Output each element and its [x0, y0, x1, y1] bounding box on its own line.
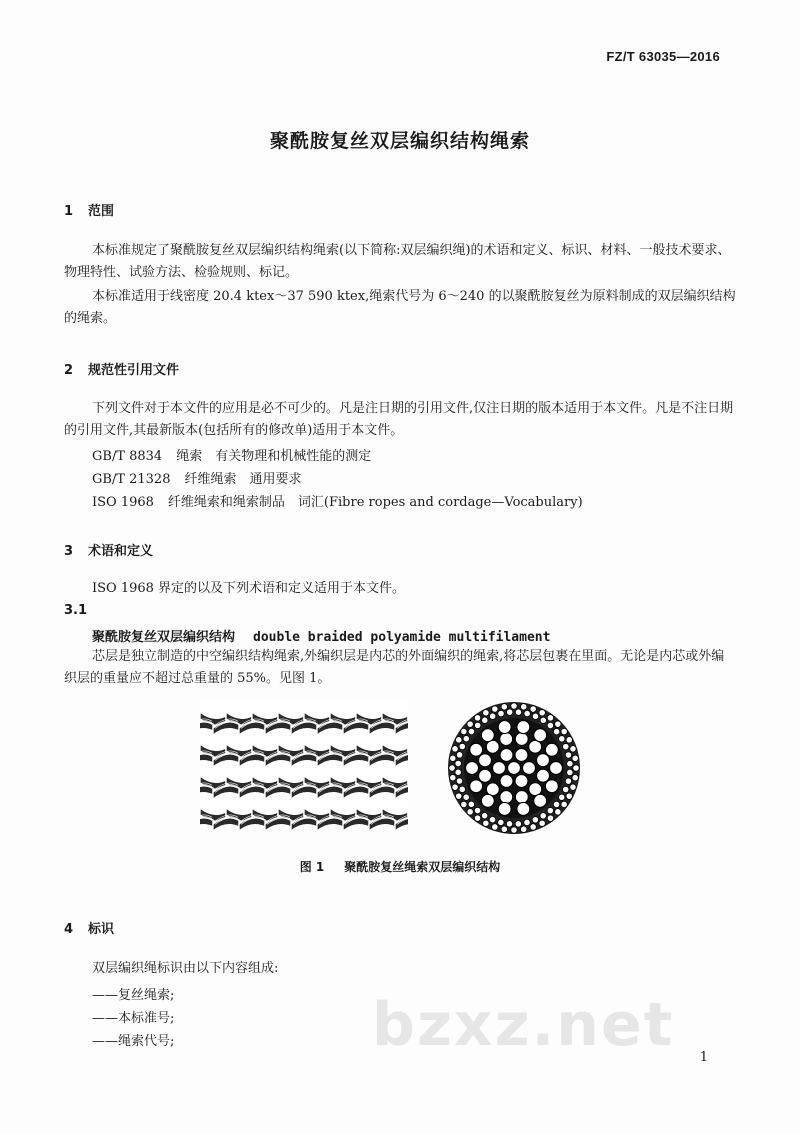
term-entry	[92, 626, 550, 645]
term-chinese: 聚酰胺复丝双层编织结构	[92, 630, 236, 645]
section-number: 1	[64, 204, 74, 219]
paragraph: 本标准适用于线密度 20.4 ktex～37 590 ktex,绳索代号为 6～240 的以聚酰胺复丝为原料制成的双层编织结构的绳索。	[64, 289, 736, 326]
section-title: 术语和定义	[88, 544, 154, 559]
term-definition: 芯层是独立制造的中空编织结构绳索,外编织层是内芯的外面编织的绳索,将芯层包裹在里面。无论是内芯或外编织层的重量应不超过总重量的 55%。见图 1。	[64, 649, 725, 686]
section-number: 2	[64, 363, 74, 378]
term-number: 3.1	[64, 603, 88, 618]
section-number: 3	[64, 544, 74, 559]
paragraph: 本标准规定了聚酰胺复丝双层编织结构绳索(以下简称:双层编织绳)的术语和定义、标识、材料、一般技术要求、物理特性、试验方法、检验规则、标记。	[64, 243, 731, 280]
watermark: bzxz.net	[372, 990, 675, 1060]
reference-name: 纤维绳索 通用要求	[184, 472, 302, 487]
section-title: 标识	[88, 922, 115, 937]
page-number: 1	[699, 1050, 708, 1065]
list-item: ——绳索代号;	[92, 1034, 175, 1049]
reference-name: 纤维绳索和绳索制品 词汇(Fibre ropes and cordage—Vocabulary)	[167, 495, 583, 510]
paragraph: 下列文件对于本文件的应用是必不可少的。凡是注日期的引用文件,仅注日期的版本适用于本文件。凡是不注日期的引用文件,其最新版本(包括所有的修改单)适用于本文件。	[64, 401, 734, 438]
reference-code: GB/T 21328	[92, 472, 171, 487]
reference-item	[92, 468, 316, 487]
document-title: 聚酰胺复丝双层编织结构绳索	[269, 130, 530, 152]
section-1-heading	[64, 200, 114, 219]
section-4-heading	[64, 918, 114, 937]
reference-code: ISO 1968	[92, 495, 154, 510]
figure-caption	[0, 858, 800, 875]
figure-label: 图 1	[299, 860, 325, 874]
figure-caption-text: 聚酰胺复丝绳索双层编织结构	[344, 860, 501, 874]
reference-item	[92, 491, 597, 510]
section-2-heading	[64, 359, 179, 378]
section-title: 规范性引用文件	[88, 363, 180, 378]
section-3-heading	[64, 540, 153, 559]
section-number: 4	[64, 922, 74, 937]
reference-name: 绳索 有关物理和机械性能的测定	[176, 449, 372, 464]
standard-code: FZ/T 63035—2016	[606, 49, 720, 64]
reference-item	[92, 445, 385, 464]
paragraph: 双层编织绳标识由以下内容组成:	[92, 961, 279, 976]
reference-code: GB/T 8834	[92, 449, 163, 464]
list-item: ——复丝绳索;	[92, 988, 175, 1003]
list-item: ——本标准号;	[92, 1011, 175, 1026]
rope-cross-section-illustration	[446, 700, 582, 836]
term-english: double braided polyamide multifilament	[253, 630, 551, 645]
section-title: 范围	[88, 204, 115, 219]
paragraph: ISO 1968 界定的以及下列术语和定义适用于本文件。	[92, 581, 406, 596]
braided-rope-illustration	[200, 700, 408, 830]
